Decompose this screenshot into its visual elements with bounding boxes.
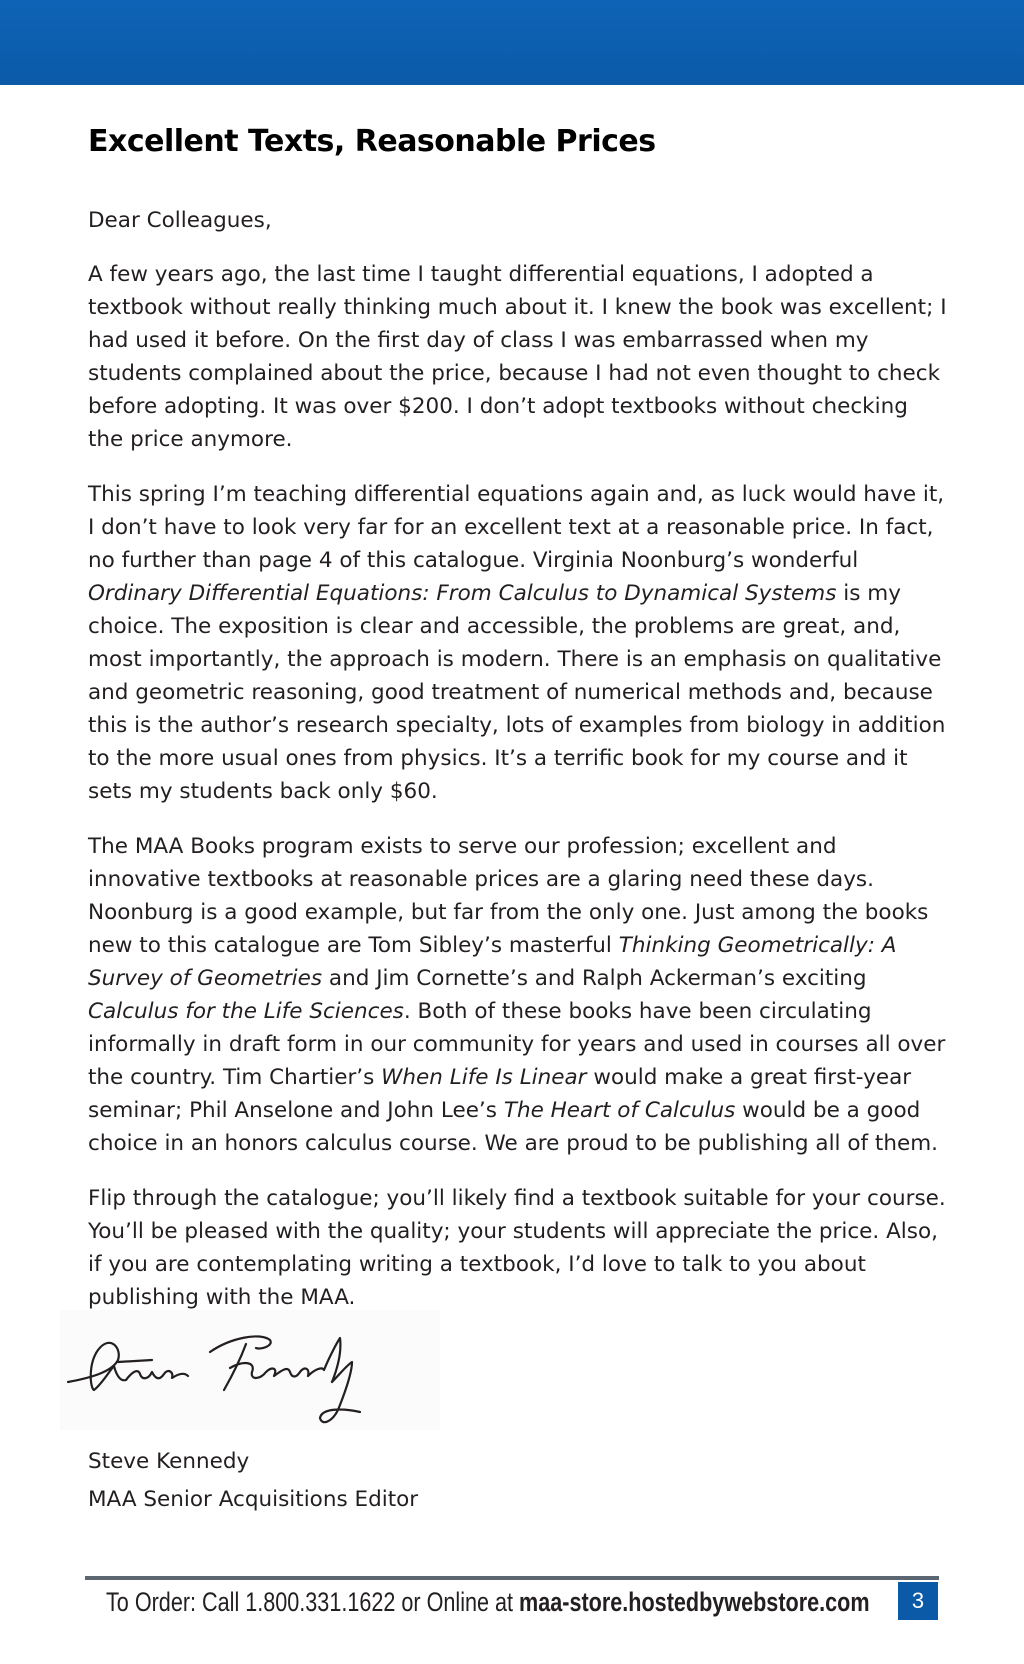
paragraph-1: A few years ago, the last time I taught differential equations, I adopted a textbook without really thinking much about it. I knew the book was excellent; I had used it before. On the first day of class I was embarrassed when my students complained about the price, because I had not even thought to check before adopting. It was over $200. I don’t adopt textbooks without checking the price anymore. — [88, 262, 947, 452]
paragraph-3-text-a: The MAA Books program exists to serve our profession; excellent and innovative textbooks at reasonable prices are a glaring need these days. Noonburg is a good example, but far from the only one. Just among the books new to this catalogue are Tom Sibley’s masterful — [88, 834, 929, 958]
footer-order-text: To Order: Call 1.800.331.1622 or Online at — [106, 1587, 520, 1617]
paragraph-2-text-c: is my choice. The exposition is clear and accessible, the problems are great, and, most importantly, the approach is modern. There is an emphasis on qualitative and geometric reasoning, good treatment of numerical methods and, because this is the author’s research specialty, lots of examples from biology in addition to the more usual ones from physics. It’s a terrific book for my course and it sets my students back only $60. — [88, 581, 946, 804]
paragraph-3-text-g: would make a great first-year seminar; Phil Anselone and John Lee’s — [88, 1065, 912, 1123]
page-title: Excellent Texts, Reasonable Prices — [88, 124, 656, 159]
footer-order-info — [106, 1582, 870, 1622]
signer-title: MAA Senior Acquisitions Editor — [88, 1487, 419, 1512]
letter-body — [88, 204, 948, 1391]
salutation: Dear Colleagues, — [88, 208, 272, 233]
book-title-heart-of-calculus: The Heart of Calculus — [503, 1098, 736, 1123]
paragraph-4: Flip through the catalogue; you’ll likely find a textbook suitable for your course. You’ll be pleased with the quality; your students will appreciate the price. Also, if you are contemplating writing a textbook, I’d love to talk to you about publishing with the MAA. — [88, 1186, 946, 1310]
footer-rule — [85, 1576, 939, 1580]
signer-name: Steve Kennedy — [88, 1449, 250, 1474]
header-band — [0, 0, 1024, 85]
book-title-ode: Ordinary Differential Equations: From Calculus to Dynamical Systems — [88, 581, 837, 606]
paragraph-3-text-i: would be a good choice in an honors calculus course. We are proud to be publishing all of them. — [88, 1098, 938, 1156]
store-link[interactable]: maa-store.hostedbywebstore.com — [519, 1587, 870, 1617]
signature-svg — [60, 1310, 440, 1430]
signature-image — [60, 1310, 440, 1430]
paragraph-2-text-a: This spring I’m teaching differential equations again and, as luck would have it, I don’t have to look very far for an excellent text at a reasonable price. In fact, no further than page 4 of this catalogue. Virginia Noonburg’s wonderful — [88, 482, 945, 573]
book-title-calculus-life-sciences: Calculus for the Life Sciences — [88, 999, 404, 1024]
page-number: 3 — [898, 1582, 938, 1620]
paragraph-3-text-c: and Jim Cornette’s and Ralph Ackerman’s exciting — [322, 966, 867, 991]
book-title-when-life-is-linear: When Life Is Linear — [381, 1065, 587, 1090]
paragraph-3-text-e: . Both of these books have been circulating informally in draft form in our community for years and used in courses all over the country. Tim Chartier’s — [88, 999, 946, 1090]
book-title-thinking-geometrically: Thinking Geometrically: A Survey of Geometries — [88, 933, 897, 991]
paragraph-2 — [88, 478, 948, 808]
paragraph-3 — [88, 830, 948, 1160]
